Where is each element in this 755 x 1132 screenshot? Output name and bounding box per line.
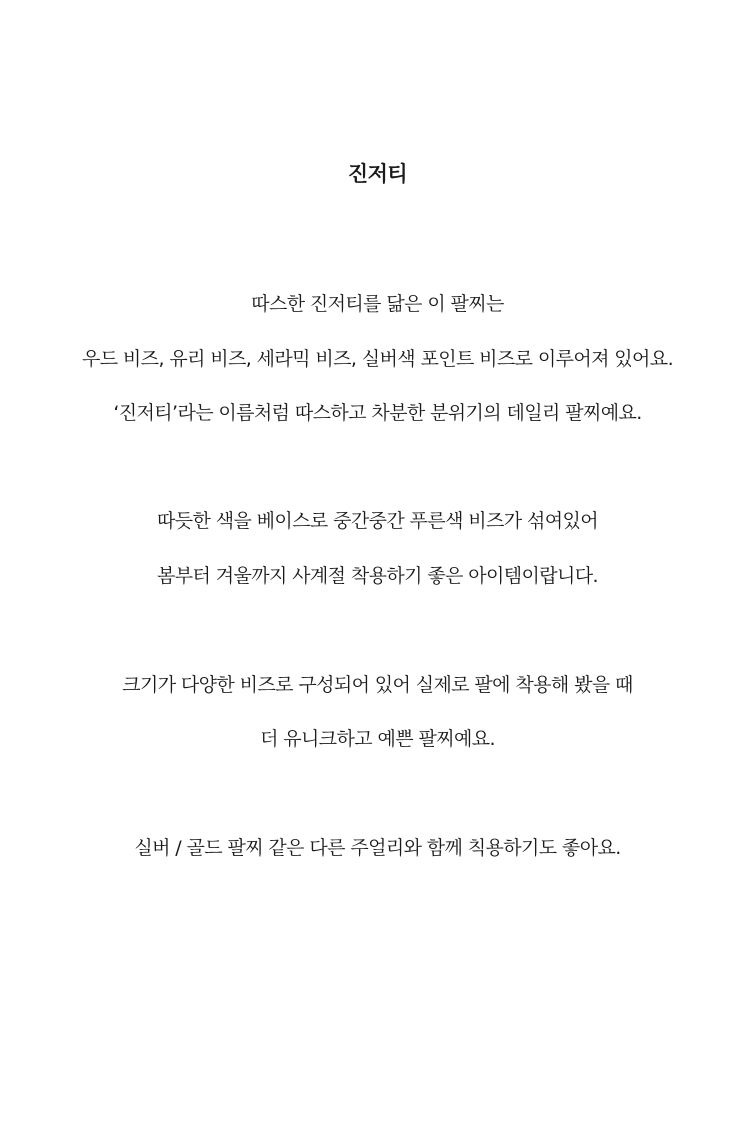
description-line: ‘진저티’라는 이름처럼 따스하고 차분한 분위기의 데일리 팔찌예요. bbox=[113, 402, 642, 424]
description-line: 더 유니크하고 예쁜 팔찌예요. bbox=[260, 728, 495, 750]
product-title: 진저티 bbox=[347, 162, 408, 186]
description-line: 따스한 진저티를 닮은 이 팔찌는 bbox=[251, 293, 504, 315]
description-line: 실버 / 골드 팔찌 같은 다른 주얼리와 함께 칙용하기도 좋아요. bbox=[134, 837, 621, 859]
description-line: 따듯한 색을 베이스로 중간중간 푸른색 비즈가 섞여있어 bbox=[157, 510, 598, 532]
description-line: 크기가 다양한 비즈로 구성되어 있어 실제로 팔에 착용해 봤을 때 bbox=[122, 674, 633, 696]
description-line: 우드 비즈, 유리 비즈, 세라믹 비즈, 실버색 포인트 비즈로 이루어져 있어요. bbox=[81, 348, 674, 370]
description-line: 봄부터 겨울까지 사계절 착용하기 좋은 아이템이랍니다. bbox=[157, 565, 598, 587]
